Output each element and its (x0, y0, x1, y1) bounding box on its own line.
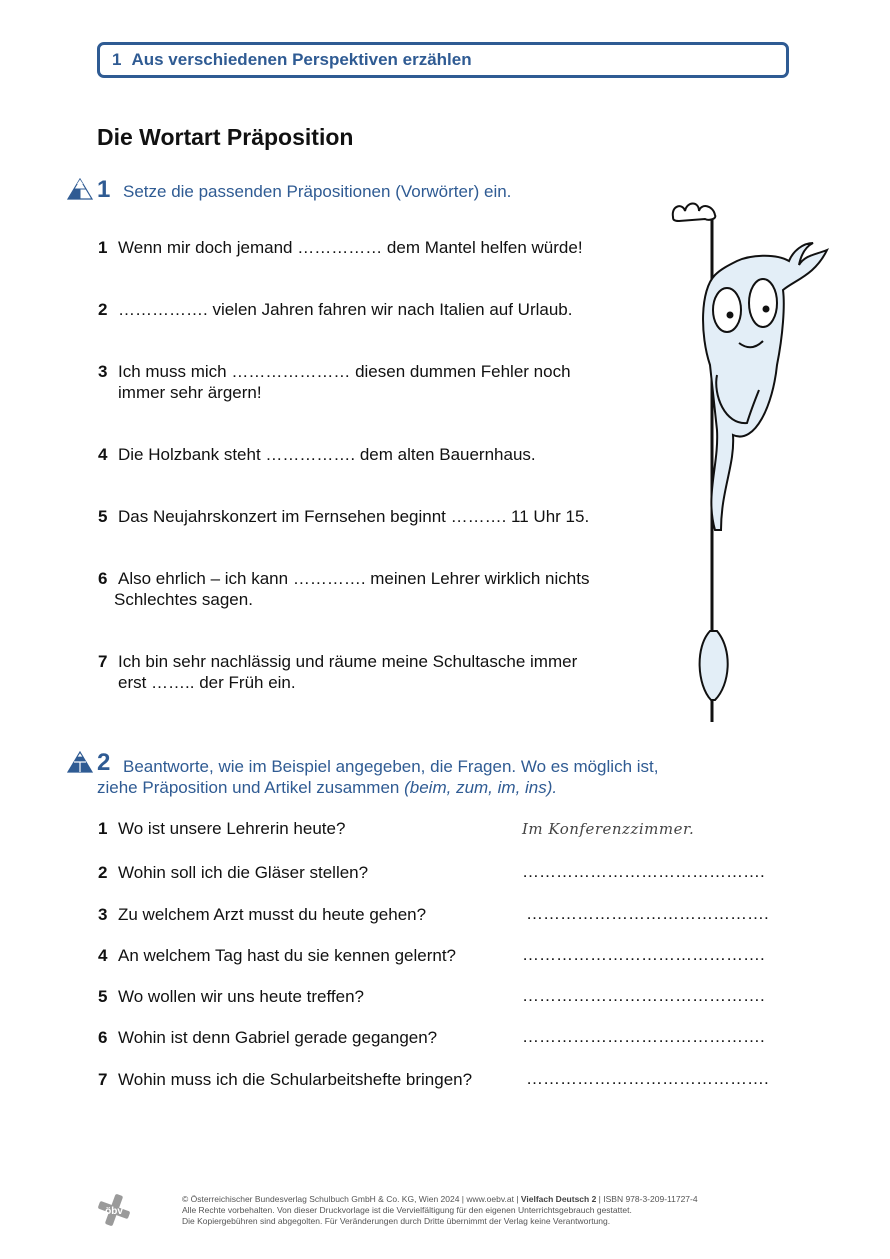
question-row: 6 Wohin ist denn Gabriel gerade gegangen? (98, 1028, 438, 1047)
answer-blank: ……………………………………. (522, 945, 765, 964)
list-item: 5 Das Neujahrskonzert im Fernsehen beginnt ………. 11 Uhr 15. (98, 507, 590, 526)
answer-blank: ……………………………………. (526, 904, 769, 923)
list-item: 1 Wenn mir doch jemand …………… dem Mantel helfen würde! (98, 238, 583, 257)
list-item: 4 Die Holzbank steht ……………. dem alten Bauernhaus. (98, 445, 536, 464)
example-answer: Im Konferenzzimmer. (522, 820, 695, 838)
task1-instruction: Setze die passenden Präpositionen (Vorwörter) ein. (123, 182, 512, 201)
question-row: 4 An welchem Tag hast du sie kennen gelernt? (98, 946, 457, 965)
answer-blank: ……………………………………. (526, 1069, 769, 1088)
answer-blank: ……………………………………. (522, 1027, 765, 1046)
question-row: 1 Wo ist unsere Lehrerin heute? (98, 819, 346, 838)
list-item: 2 ……………. vielen Jahren fahren wir nach Italien auf Urlaub. (98, 300, 573, 319)
publisher-logo (96, 1192, 132, 1228)
list-item: 7 Ich bin sehr nachlässig und räume meine Schultasche immer erst …….. der Früh ein. (98, 652, 578, 692)
task2-number: 2 (97, 749, 111, 776)
difficulty-pyramid-icon (67, 178, 93, 200)
ghost-illustration (655, 195, 840, 730)
footer-copyright: © Österreichischer Bundesverlag Schulbuch GmbH & Co. KG, Wien 2024 | www.oebv.at | Vielfach Deutsch 2 | ISBN 978-3-209-11727-4 Alle Rechte vorbehalten. Von dieser Druckvorlage ist die Vervielfältigung für den eigenen Unterrichtsgebrauch gestattet. Die Kopiergebühren sind abgegolten. Für Veränderungen durch Dritte übernimmt der Verlag keine Verantwortung. (182, 1194, 698, 1226)
list-item: 6 Also ehrlich – ich kann …………. meinen Lehrer wirklich nichts Schlechtes sagen. (98, 569, 590, 609)
publisher-logo-text: öbv (105, 1206, 123, 1217)
difficulty-pyramid-icon (67, 751, 93, 773)
page-title: Die Wortart Präposition (97, 124, 354, 150)
chapter-header (97, 42, 789, 78)
question-row: 5 Wo wollen wir uns heute treffen? (98, 987, 365, 1006)
task2-instruction-line2: ziehe Präposition und Artikel zusammen (beim, zum, im, ins). (97, 778, 558, 797)
answer-blank: ……………………………………. (522, 862, 765, 881)
chapter-number: 1 (112, 50, 122, 69)
answer-blank: ……………………………………. (522, 986, 765, 1005)
list-item: 3 Ich muss mich ………………… diesen dummen Fehler noch immer sehr ärgern! (98, 362, 571, 402)
task2-instruction-line1: Beantworte, wie im Beispiel angegeben, die Fragen. Wo es möglich ist, (123, 757, 659, 776)
task1-number: 1 (97, 176, 111, 203)
question-row: 7 Wohin muss ich die Schularbeitshefte bringen? (98, 1070, 473, 1089)
question-row: 3 Zu welchem Arzt musst du heute gehen? (98, 905, 427, 924)
chapter-title: Aus verschiedenen Perspektiven erzählen (131, 50, 472, 69)
question-row: 2 Wohin soll ich die Gläser stellen? (98, 863, 369, 882)
